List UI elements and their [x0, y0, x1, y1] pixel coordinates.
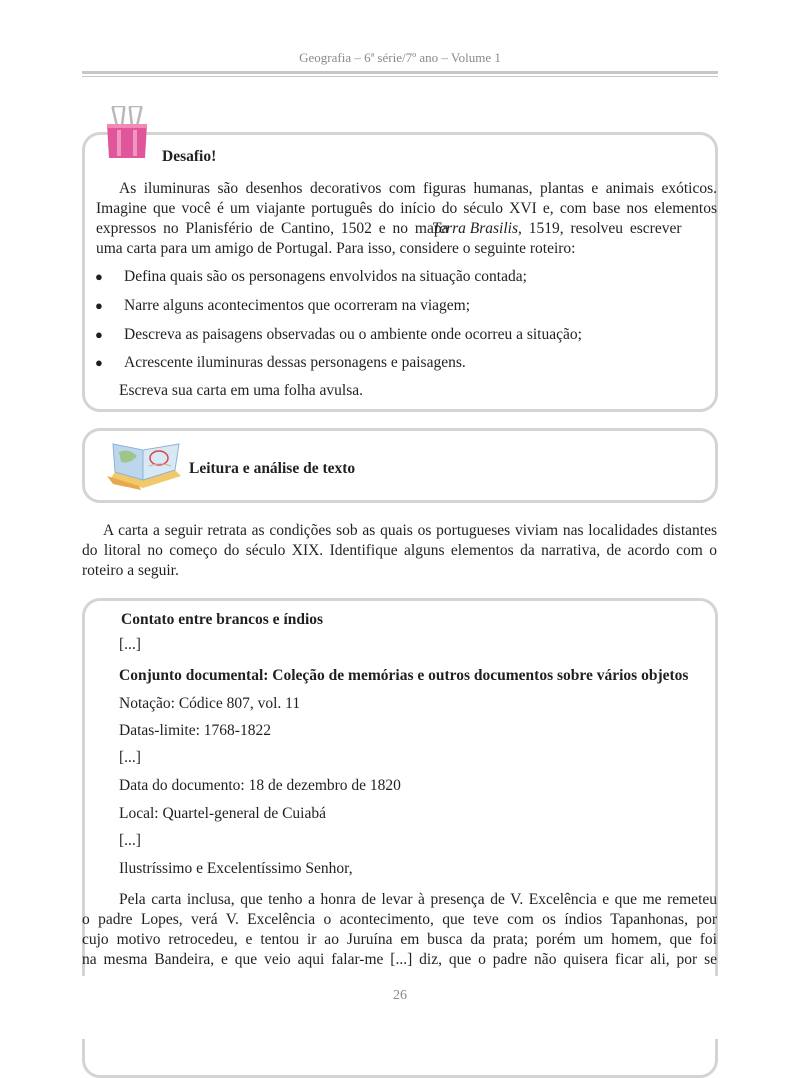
bullet-dot: ●	[95, 298, 103, 313]
terra-brasilis-italic: Terra Brasilis	[432, 220, 518, 237]
desafio-text-2: Imagine que você é um viajante português do início do século XVI e, com base nos elementos	[96, 200, 717, 217]
body-line-2	[82, 910, 717, 930]
datas-limite: Datas-limite: 1768-1822	[119, 722, 271, 739]
desafio-text-3c: , 1519, resolveu escrever	[518, 220, 682, 237]
ellipsis: [...]	[119, 749, 141, 766]
notacao: Notação: Códice 807, vol. 11	[119, 695, 301, 712]
bullet-item: Defina quais são os personagens envolvidos na situação contada;	[124, 268, 527, 285]
desafio-text-3a: expressos no Planisfério de Cantino, 1502 e no mapa	[96, 220, 449, 237]
desafio-intro-line-4	[96, 239, 576, 259]
binder-clip-icon	[103, 106, 151, 160]
ellipsis: [...]	[119, 636, 141, 653]
conjunto-documental: Conjunto documental: Coleção de memórias e outros documentos sobre vários objetos	[119, 667, 689, 684]
body-text-4: na mesma Bandeira, e que veio aqui falar-me [...] diz, que o padre não quisera ficar ali, por se	[82, 951, 717, 968]
intro-line-1	[103, 521, 717, 541]
body-line-1	[119, 890, 717, 910]
desafio-intro-line-1	[119, 179, 717, 199]
body-text-1: Pela carta inclusa, que tenho a honra de levar à presença de V. Excelência e que me remeteu	[119, 891, 717, 908]
leitura-title: Leitura e análise de texto	[189, 460, 356, 477]
open-book-icon	[103, 440, 187, 490]
desafio-text-4: uma carta para um amigo de Portugal. Para isso, considere o seguinte roteiro:	[96, 240, 576, 257]
local: Local: Quartel-general de Cuiabá	[119, 805, 326, 822]
body-text-2: o padre Lopes, verá V. Excelência o acontecimento, que teve com os índios Tapanhonas, por	[82, 911, 717, 928]
bullet-item: Descreva as paisagens observadas ou o ambiente onde ocorreu a situação;	[124, 326, 582, 343]
header-rule	[82, 71, 718, 74]
page-bottom-mask	[0, 976, 800, 1039]
body-line-4	[82, 950, 717, 970]
desafio-intro-line-3-rest	[432, 219, 682, 239]
running-header: Geografia – 6ª série/7º ano – Volume 1	[299, 50, 501, 65]
intro-line-2	[82, 541, 717, 561]
bullet-dot: ●	[95, 327, 103, 342]
desafio-text-1: As iluminuras são desenhos decorativos com figuras humanas, plantas e animais exóticos.	[119, 180, 717, 197]
body-text-3: cujo motivo retrocedeu, e tentou ir ao Juruína em busca da prata; porém um homem, que foi	[82, 931, 717, 948]
bullet-dot: ●	[95, 355, 103, 370]
desafio-title: Desafio!	[162, 148, 217, 165]
body-line-3	[82, 930, 717, 950]
intro-text-2: do litoral no começo do século XIX. Identifique alguns elementos da narrativa, de acordo com o	[82, 542, 717, 559]
bullet-item: Narre alguns acontecimentos que ocorreram na viagem;	[124, 297, 471, 314]
ellipsis: [...]	[119, 832, 141, 849]
bullet-item: Acrescente iluminuras dessas personagens e paisagens.	[124, 354, 466, 371]
intro-text-1: A carta a seguir retrata as condições sob as quais os portugueses viviam nas localidades distantes	[103, 522, 717, 539]
desafio-closing: Escreva sua carta em uma folha avulsa.	[119, 382, 364, 399]
data-documento: Data do documento: 18 de dezembro de 1820	[119, 777, 401, 794]
page-number: 26	[393, 988, 407, 1003]
intro-line-3: roteiro a seguir.	[82, 562, 179, 579]
header-rule-thin	[82, 76, 718, 77]
document-title: Contato entre brancos e índios	[121, 611, 324, 628]
bullet-dot: ●	[95, 269, 103, 284]
desafio-intro-line-2	[96, 199, 717, 219]
saudacao: Ilustríssimo e Excelentíssimo Senhor,	[119, 860, 353, 877]
